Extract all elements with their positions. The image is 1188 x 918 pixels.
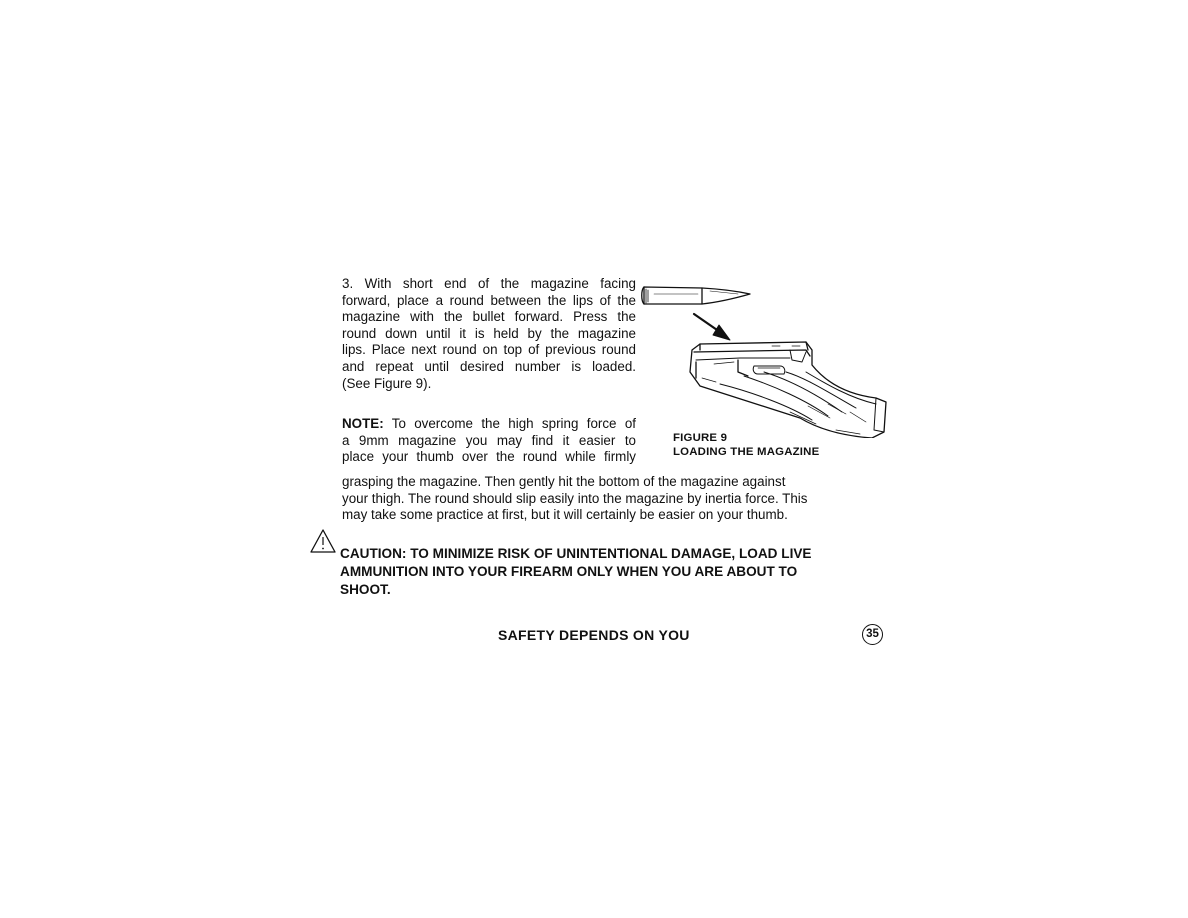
step-3-line: forward, place a round between the lips of the — [342, 292, 636, 308]
cartridge-drawing — [642, 287, 750, 304]
note-label: NOTE: — [342, 416, 384, 431]
note-paragraph — [342, 416, 636, 466]
figure-caption — [673, 431, 819, 459]
magazine-drawing — [690, 342, 886, 438]
note-line: grasping the magazine. Then gently hit the bottom of the magazine against — [342, 474, 786, 489]
note-line: your thigh. The round should slip easily into the magazine by inertia force. This — [342, 490, 808, 506]
arrow-icon — [694, 314, 730, 340]
step-3-line: and repeat until desired number is loaded. — [342, 358, 636, 374]
step-3-line: lips. Place next round on top of previous round — [342, 342, 636, 358]
step-3-line: (See Figure 9). — [342, 375, 432, 391]
note-first-line — [342, 416, 636, 433]
caution-line: CAUTION: TO MINIMIZE RISK OF UNINTENTIONAL DAMAGE, LOAD LIVE — [340, 546, 812, 561]
step-3-line: 3. With short end of the magazine facing — [342, 276, 636, 291]
step-3-line: magazine with the bullet forward. Press the — [342, 309, 636, 325]
step-3-paragraph — [342, 276, 636, 392]
figure-number: FIGURE 9 — [673, 432, 728, 444]
caution-text — [340, 545, 880, 599]
caution-line: AMMUNITION INTO YOUR FIREARM ONLY WHEN YOU ARE ABOUT TO — [340, 564, 798, 579]
note-line: may take some practice at first, but it will certainly be easier on your thumb. — [342, 507, 788, 523]
note-continuation — [342, 474, 882, 524]
note-first-line-text: To overcome the high spring force of — [383, 416, 636, 431]
page-number: 35 — [862, 624, 883, 645]
step-3-line: round down until it is held by the magazine — [342, 325, 636, 341]
figure-title: LOADING THE MAGAZINE — [673, 446, 820, 458]
footer-slogan: SAFETY DEPENDS ON YOU — [498, 627, 690, 643]
note-line: place your thumb over the round while firmly — [342, 449, 636, 465]
caution-line: SHOOT. — [340, 582, 391, 597]
warning-triangle-icon — [309, 528, 337, 554]
magazine-loading-illustration — [640, 280, 890, 438]
note-line: a 9mm magazine you may find it easier to — [342, 432, 636, 448]
